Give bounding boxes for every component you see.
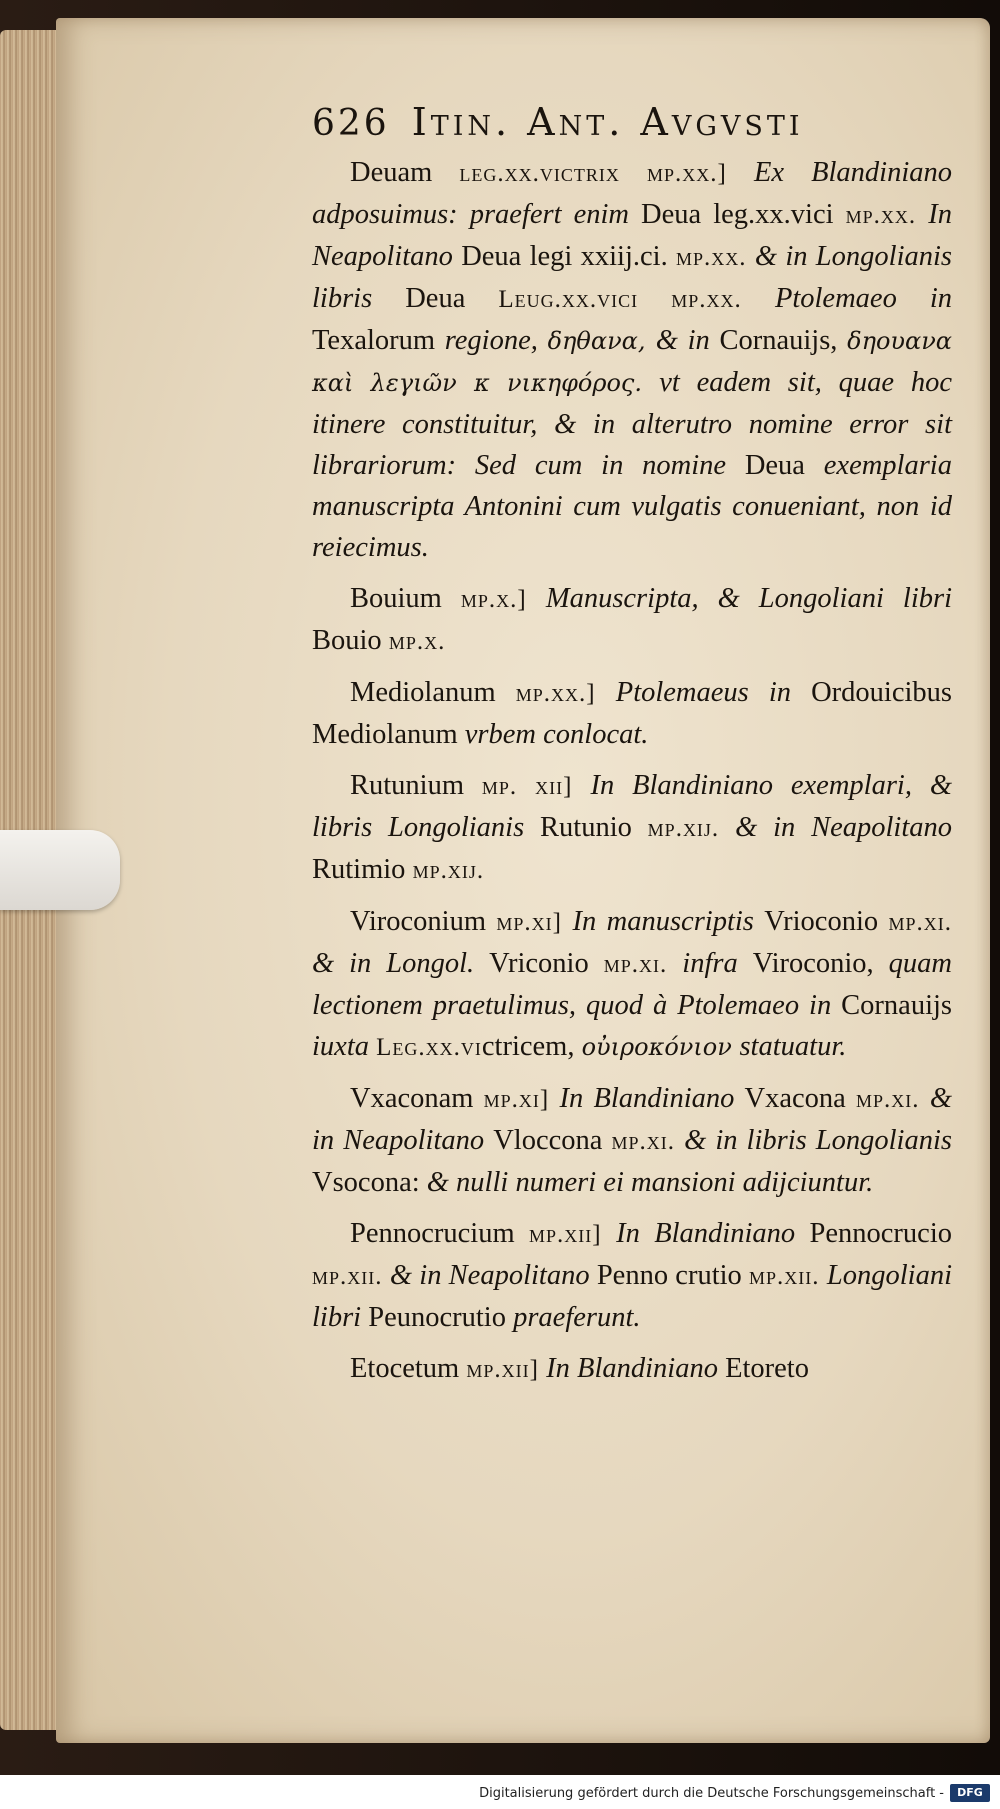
entry-text-run: praeferunt. [513, 1302, 641, 1333]
entry-paragraph [312, 1213, 952, 1338]
entry-text-run: Viroconium [350, 906, 497, 937]
entry-text-run: Ptolemaeo in [774, 283, 953, 314]
entry-text-run: & in Neapolitano [735, 812, 952, 843]
entry-text-run: Rutunio [540, 812, 648, 843]
entry-paragraph [312, 1078, 952, 1203]
dfg-logo: DFG [950, 1784, 990, 1802]
entry-text-run: Cornauijs, [719, 325, 848, 356]
entry-text-run: Cornauijs [841, 990, 952, 1021]
entry-text-run: Vriconio [489, 948, 604, 979]
entry-text-run: Bouium [350, 583, 461, 614]
entry-text-run: Leug.xx.vici mp.xx. [498, 286, 775, 313]
entry-text-run: Deua [405, 283, 499, 314]
entry-paragraph [312, 672, 952, 755]
entry-text-run: Ptolemaeus in [615, 677, 812, 708]
entry-text-run: mp.xi] [496, 909, 573, 936]
entry-text-run: Peunocrutio [368, 1302, 514, 1333]
entry-text-run: mp.xii. [749, 1263, 827, 1290]
entry-text-run: iuxta [312, 1031, 377, 1062]
entry-text-run: In Blandiniano [616, 1218, 810, 1249]
entry-text-run: Vxacona [744, 1083, 857, 1114]
entry-text-run: mp.xx. [675, 244, 755, 271]
entry-text-run: Rutunium [350, 770, 482, 801]
entry-text-run: mp.x. [388, 628, 446, 655]
entry-paragraph [312, 1348, 952, 1390]
entry-text-run: ctricem, [481, 1031, 582, 1062]
entry-text-run: Deua legi xxiij.ci. [461, 241, 676, 272]
entry-text-run: statuatur. [739, 1031, 847, 1062]
entry-text-run: Pennocrucio [809, 1218, 952, 1249]
entry-text-run: exemplaria manuscripta Antonini cum vulgatis conueniant, non id reiecimus. [312, 450, 952, 563]
entry-text-run: infra [682, 948, 753, 979]
entry-text-run: Vxaconam [350, 1083, 484, 1114]
digitization-credit: Digitalisierung gefördert durch die Deutsche Forschungsgemeinschaft - [479, 1786, 944, 1801]
entry-text-run: In Blandiniano exemplari, & libris Longolianis [312, 770, 952, 843]
entry-text-run: Deua [744, 450, 824, 481]
entry-text-run: Bouio [312, 625, 389, 656]
entry-text-run: Deuam [350, 157, 460, 188]
entry-text-run: Etocetum [350, 1353, 467, 1384]
entry-text-run: mp.xii] [529, 1221, 617, 1248]
entry-text-run: & in Longol. [312, 948, 490, 979]
entry-text-run: Ex Blandiniano adposuimus: praefert enim [312, 157, 952, 230]
entry-text-run: mp.xx.] [515, 680, 616, 707]
entry-text-run: & in Neapolitano [389, 1260, 597, 1291]
entry-text-run: Pennocrucium [350, 1218, 530, 1249]
page-number: 626 [312, 103, 390, 144]
entry-text-run: & nulli numeri ei mansioni adijciuntur. [426, 1167, 874, 1198]
entry-text-run: leg.xx.victrix mp.xx.] [459, 160, 754, 187]
entry-text-run: mp.xij. [647, 815, 736, 842]
entry-text-run: Penno crutio [596, 1260, 750, 1291]
entry-text-run: mp.xii] [466, 1356, 547, 1383]
entry-text-run: mp.xi] [483, 1086, 560, 1113]
entry-text-run: mp.xii. [312, 1263, 390, 1290]
entry-text-run: Rutimio [312, 854, 413, 885]
footer-strip [0, 1775, 1000, 1809]
entry-text-run: mp.xi. [603, 951, 683, 978]
entry-text-run: Deua leg.xx.vici [641, 199, 846, 230]
running-title: Itin. Ant. Avgvsti [411, 100, 804, 144]
entry-paragraph [312, 152, 952, 568]
entry-text-run: In Neapolitano [312, 199, 952, 272]
entry-text-run: & in Longolianis libris [312, 241, 952, 314]
entry-text-run: & in Neapolitano [312, 1083, 953, 1156]
entry-text-run: In Blandiniano [546, 1353, 726, 1384]
entry-text-run: Texalorum [312, 325, 445, 356]
entry-paragraph [312, 765, 952, 891]
entry-text-run: οὐιροκόνιον [581, 1033, 740, 1061]
entry-text-run: & in libris Longolianis [684, 1125, 952, 1156]
entry-text-run: vrbem conlocat. [464, 719, 649, 750]
bookmark-strip [0, 830, 120, 910]
entry-text-run: δηουανα καὶ λεγιῶν κ νικηφόρος. [312, 327, 952, 397]
entry-text-run: regione, [444, 325, 548, 356]
entry-text-run: Longoliani libri [312, 1260, 953, 1333]
entry-text-run: mp.x.] [460, 586, 546, 613]
entry-paragraph [312, 901, 952, 1068]
entry-text-run: mp.xx. [845, 202, 929, 229]
entry-text-run: quam lectionem praetulimus, quod à Ptolemaeo in [312, 948, 952, 1021]
entry-text-run: Viroconio, [752, 948, 889, 979]
entry-text-run: δηθανα, [547, 327, 656, 355]
entry-text-run: mp. xii] [481, 773, 591, 800]
entry-text-run: Ordouicibus Mediolanum [312, 677, 952, 750]
entry-text-run: Vsocona: [312, 1167, 427, 1198]
entries-list [312, 152, 952, 1390]
entry-text-run: Mediolanum [350, 677, 516, 708]
entry-text-run: Etoreto [725, 1353, 809, 1384]
entry-text-run: Leg.xx.vi [376, 1034, 482, 1061]
entry-text-run: Vloccona [493, 1125, 612, 1156]
entry-text-run: In manuscriptis [572, 906, 765, 937]
running-head [312, 100, 952, 144]
entry-text-run: vt eadem sit, quae hoc itinere constituitur, & in alterutro nomine error sit librariorum: Sed cum in nomine [312, 367, 952, 481]
entry-text-run: mp.xi. [888, 909, 953, 936]
entry-text-run: mp.xi. [611, 1128, 685, 1155]
entry-text-run: In Blandiniano [559, 1083, 745, 1114]
entry-text-run: Vrioconio [764, 906, 889, 937]
entry-text-run: mp.xij. [412, 857, 485, 884]
entry-text-run: mp.xi. [856, 1086, 930, 1113]
entry-text-run: & in [655, 325, 720, 356]
entry-text-run: Manuscripta, & Longoliani libri [545, 583, 952, 614]
page-text-block [312, 100, 952, 1400]
entry-paragraph [312, 578, 952, 662]
